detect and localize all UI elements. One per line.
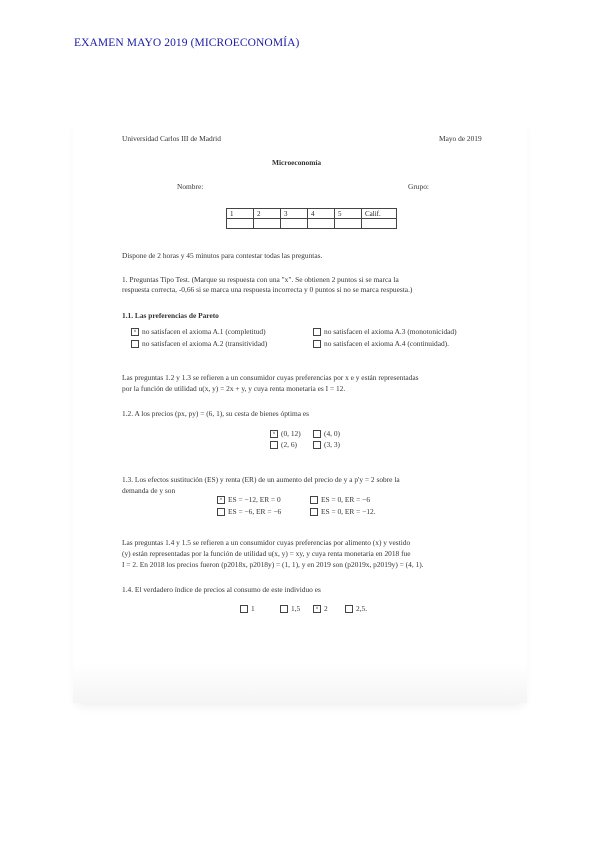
- q14-option-3[interactable]: × 2: [313, 604, 328, 614]
- q12-title: 1.2. A los precios (px, py) = (6, 1), su cesta de bienes óptima es: [122, 409, 310, 418]
- q13-option-2[interactable]: ES = 0, ER = −6: [310, 495, 370, 505]
- exam-page: [73, 118, 527, 703]
- checkbox-icon[interactable]: [310, 508, 318, 516]
- q13-line1: 1.3. Los efectos sustitución (ES) y renta (ER) de un aumento del precio de y a p'y = 2 sobre la: [122, 475, 400, 484]
- exam-heading: EXAMEN MAYO 2019 (MICROECONOMÍA): [74, 37, 300, 49]
- grade-cell: 1: [227, 209, 254, 219]
- checked-box-icon[interactable]: [131, 328, 139, 336]
- context14-line1: Las preguntas 1.4 y 1.5 se refieren a un consumidor cuyas preferencias por alimento (x) y vestido: [122, 538, 411, 547]
- checkbox-icon[interactable]: [313, 430, 321, 438]
- q11-title: 1.1. Las preferencias de Pareto: [122, 311, 219, 320]
- q14-title: 1.4. El verdadero índice de precios al consumo de este individuo es: [122, 585, 321, 594]
- checkbox-icon[interactable]: [313, 328, 321, 336]
- q13-option-1[interactable]: ×ES = −12, ER = 0: [217, 495, 281, 505]
- group-label: Grupo:: [408, 182, 429, 191]
- q13-line2: demanda de y son: [122, 486, 176, 495]
- part1-intro-line2: respuesta correcta, -0,66 si se marca una respuesta incorrecta y 0 puntos si no se marca respuesta.): [122, 285, 413, 294]
- context12-line2: por la función de utilidad u(x, y) = 2x + y, y cuya renta monetaria es I = 12.: [122, 384, 346, 393]
- grade-table: [226, 208, 397, 229]
- q12-option-2[interactable]: (4, 0): [313, 429, 340, 439]
- instructions: Dispone de 2 horas y 45 minutos para contestar todas las preguntas.: [122, 251, 323, 260]
- checkbox-icon[interactable]: [131, 340, 139, 348]
- context14-line2: (y) están representadas por la función de utilidad u(x, y) = xy, y cuya renta monetaria en 2018 fue: [122, 549, 411, 558]
- checked-box-icon[interactable]: [217, 496, 225, 504]
- grade-value-cell[interactable]: [335, 219, 362, 229]
- university-name: Universidad Carlos III de Madrid: [122, 134, 221, 143]
- checkbox-icon[interactable]: [217, 508, 225, 516]
- grade-value-cell[interactable]: [308, 219, 335, 229]
- grade-cell: 4: [308, 209, 335, 219]
- grade-cell: Calif.: [362, 209, 397, 219]
- checkbox-icon[interactable]: [313, 340, 321, 348]
- q11-option-2[interactable]: no satisfacen el axioma A.3 (monotonicidad): [313, 327, 457, 337]
- grade-cell: 5: [335, 209, 362, 219]
- checkbox-icon[interactable]: [270, 441, 278, 449]
- checked-box-icon[interactable]: [270, 430, 278, 438]
- q14-option-4[interactable]: 2,5.: [345, 604, 367, 614]
- grade-value-cell[interactable]: [254, 219, 281, 229]
- checkbox-icon[interactable]: [310, 496, 318, 504]
- q13-option-3[interactable]: ES = −6, ER = −6: [217, 507, 281, 517]
- q11-option-1[interactable]: ×no satisfacen el axioma A.1 (completitud): [131, 327, 266, 337]
- q12-option-1[interactable]: ×(0, 12): [270, 429, 301, 439]
- grade-value-cell[interactable]: [281, 219, 308, 229]
- checkbox-icon[interactable]: [313, 441, 321, 449]
- grade-value-cell[interactable]: [362, 219, 397, 229]
- part1-intro-line1: 1. Preguntas Tipo Test. (Marque su respuesta con una "x". Se obtienen 2 puntos si se marca la: [122, 275, 399, 284]
- q14-option-1[interactable]: 1: [240, 604, 255, 614]
- q11-option-3[interactable]: no satisfacen el axioma A.2 (transitividad): [131, 339, 267, 349]
- name-label: Nombre:: [177, 182, 204, 191]
- grade-value-cell[interactable]: [227, 219, 254, 229]
- q13-option-4[interactable]: ES = 0, ER = −12.: [310, 507, 376, 517]
- grade-cell: 3: [281, 209, 308, 219]
- q12-option-4[interactable]: (3, 3): [313, 440, 340, 450]
- exam-date: Mayo de 2019: [439, 134, 482, 143]
- q11-option-4[interactable]: no satisfacen el axioma A.4 (continuidad).: [313, 339, 449, 349]
- checkbox-icon[interactable]: [345, 605, 353, 613]
- context12-line1: Las preguntas 1.2 y 1.3 se refieren a un consumidor cuyas preferencias por x e y están representadas: [122, 373, 419, 382]
- grade-cell: 2: [254, 209, 281, 219]
- checkbox-icon[interactable]: [240, 605, 248, 613]
- checkbox-icon[interactable]: [280, 605, 288, 613]
- context14-line3: I = 2. En 2018 los precios fueron (p2018x, p2018y) = (1, 1), y en 2019 son (p2019x, p2019y) = (4, 1).: [122, 560, 424, 569]
- checked-box-icon[interactable]: [313, 605, 321, 613]
- q12-option-3[interactable]: (2, 6): [270, 440, 297, 450]
- q14-option-2[interactable]: 1,5: [280, 604, 300, 614]
- page-title: Microeconomía: [272, 158, 322, 167]
